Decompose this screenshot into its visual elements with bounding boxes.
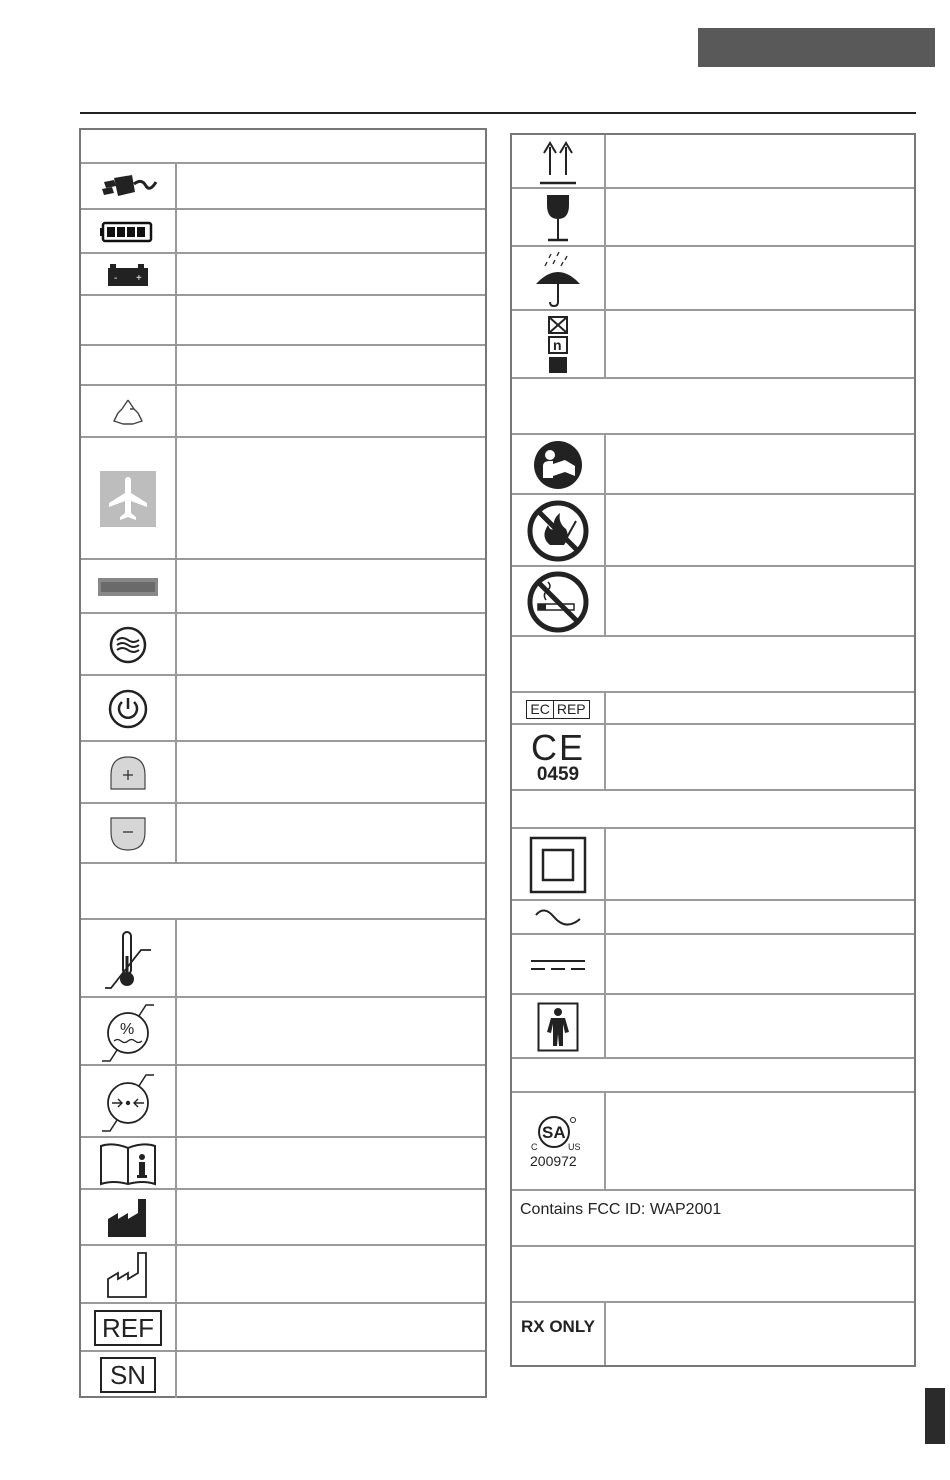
table-row xyxy=(512,245,914,311)
svg-text:+: + xyxy=(136,273,142,284)
page-side-tab xyxy=(925,1388,945,1444)
table-row xyxy=(512,827,914,901)
header-bar xyxy=(698,28,935,67)
rx-only-label: RX ONLY xyxy=(520,1317,595,1336)
table-row xyxy=(512,187,914,247)
section-header xyxy=(512,1057,914,1093)
table-row xyxy=(512,565,914,637)
section-header xyxy=(81,862,485,920)
sn-label: SN xyxy=(100,1357,156,1393)
ce-mark-icon xyxy=(512,725,606,791)
no-open-flame-icon xyxy=(512,495,606,567)
ac-power-plug-icon xyxy=(81,164,177,210)
power-button-icon xyxy=(81,676,177,742)
table-row xyxy=(512,723,914,791)
table-row xyxy=(512,1091,914,1191)
plus-button-icon xyxy=(81,742,177,804)
ec-rep-icon xyxy=(512,693,606,725)
table-row xyxy=(81,1064,485,1138)
table-row xyxy=(512,993,914,1059)
table-row xyxy=(81,294,485,346)
section-header xyxy=(512,377,914,435)
section-header xyxy=(512,1245,914,1303)
table-row xyxy=(512,135,914,189)
blank-icon-cell xyxy=(81,296,177,346)
fcc-note-row xyxy=(512,1189,914,1247)
this-way-up-icon xyxy=(512,135,606,189)
ec-label: EC xyxy=(527,701,553,718)
airplane-icon xyxy=(81,438,177,560)
keep-dry-icon xyxy=(512,247,606,311)
humidity-limit-icon xyxy=(81,998,177,1066)
ref-catalog-icon xyxy=(81,1304,177,1352)
manufacturer-icon xyxy=(81,1190,177,1246)
rx-only-icon xyxy=(512,1303,606,1365)
symbol-table-left xyxy=(79,128,487,1398)
table-row xyxy=(81,162,485,210)
recycle-icon xyxy=(81,386,177,438)
date-of-manufacture-icon xyxy=(81,1246,177,1304)
read-manual-icon xyxy=(512,435,606,495)
csa-c-label: C xyxy=(531,1142,538,1152)
humidifier-waves-icon xyxy=(81,614,177,676)
table-row xyxy=(512,691,914,725)
table-row xyxy=(81,612,485,676)
svg-text:-: - xyxy=(114,273,118,284)
table-row xyxy=(81,558,485,614)
table-row xyxy=(81,740,485,804)
table-row xyxy=(81,1188,485,1246)
stacking-limit-icon xyxy=(512,311,606,379)
table-row xyxy=(512,1301,914,1365)
fcc-id-text: Contains FCC ID: WAP2001 xyxy=(520,1201,722,1218)
ce-letters: CE xyxy=(530,727,585,768)
csa-mark-icon xyxy=(512,1093,606,1191)
dc-battery-icon xyxy=(81,254,177,296)
table-row xyxy=(81,1350,485,1398)
direct-current-icon xyxy=(512,935,606,995)
minus-button-icon xyxy=(81,804,177,864)
table-row xyxy=(81,1302,485,1352)
table-row xyxy=(81,208,485,254)
table-row xyxy=(81,436,485,560)
table-row xyxy=(81,1136,485,1190)
table-row xyxy=(512,309,914,379)
table-row xyxy=(81,996,485,1066)
temperature-limit-icon xyxy=(81,920,177,998)
section-header xyxy=(512,635,914,693)
notified-body-number: 0459 xyxy=(536,764,580,785)
table-row xyxy=(81,802,485,864)
section-header xyxy=(81,130,485,164)
table-row xyxy=(81,1244,485,1304)
csa-number: 200972 xyxy=(530,1153,577,1169)
table-row xyxy=(512,933,914,995)
stack-n-label: n xyxy=(553,337,562,353)
table-row xyxy=(81,384,485,438)
table-row xyxy=(512,899,914,935)
ref-label: REF xyxy=(94,1310,162,1346)
table-row xyxy=(512,433,914,495)
csa-us-label: US xyxy=(568,1142,581,1152)
header-rule xyxy=(80,112,916,114)
rep-label: REP xyxy=(556,700,586,717)
alternating-current-icon xyxy=(512,901,606,935)
symbol-table-right xyxy=(510,133,916,1367)
table-row xyxy=(81,344,485,386)
no-smoking-icon xyxy=(512,567,606,637)
type-bf-icon xyxy=(512,995,606,1059)
class-ii-icon xyxy=(512,829,606,901)
fragile-icon xyxy=(512,189,606,247)
table-row xyxy=(81,252,485,296)
svg-text:SA: SA xyxy=(542,1123,566,1142)
table-row xyxy=(81,918,485,998)
table-row xyxy=(81,674,485,742)
lcd-display-icon xyxy=(81,560,177,614)
serial-number-icon xyxy=(81,1352,177,1398)
table-row xyxy=(512,493,914,567)
consult-instructions-icon xyxy=(81,1138,177,1190)
svg-text:%: % xyxy=(120,1021,135,1038)
blank-icon-cell xyxy=(81,346,177,386)
battery-full-icon xyxy=(81,210,177,254)
section-header xyxy=(512,789,914,829)
pressure-limit-icon xyxy=(81,1066,177,1138)
